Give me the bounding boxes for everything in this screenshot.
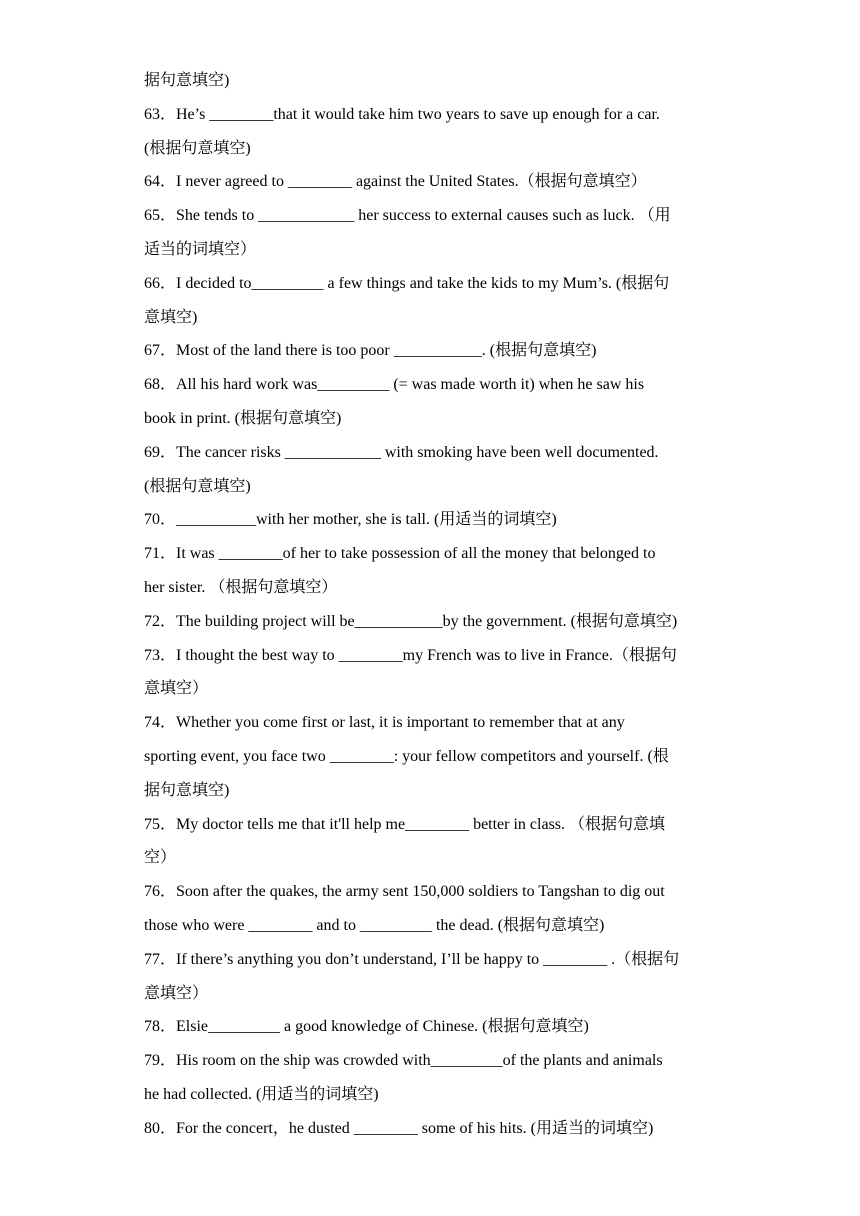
text-line: 76．Soon after the quakes, the army sent 150,000 soldiers to Tangshan to dig out [144, 883, 665, 901]
text-line: 70．__________with her mother, she is tall. (用适当的词填空) [144, 511, 557, 529]
text-line: 据句意填空) [144, 72, 230, 89]
text-line: 79．His room on the ship was crowded with_________of the plants and animals [144, 1052, 663, 1070]
text-line: he had collected. (用适当的词填空) [144, 1085, 379, 1103]
text-line: (根据句意填空) [144, 139, 251, 157]
text-line: those who were ________ and to _________ the dead. (根据句意填空) [144, 916, 605, 934]
text-line: 意填空) [144, 308, 198, 326]
exercise-text [144, 64, 718, 1146]
text-line: 适当的词填空） [144, 240, 257, 258]
text-line: 78．Elsie_________ a good knowledge of Chinese. (根据句意填空) [144, 1018, 589, 1036]
text-line: 77．If there’s anything you don’t understand, I’ll be happy to ________ .（根据句 [144, 950, 680, 968]
text-line: 72．The building project will be___________by the government. (根据句意填空) [144, 612, 678, 630]
text-line: 74．Whether you come first or last, it is important to remember that at any [144, 714, 625, 732]
text-line: book in print. (根据句意填空) [144, 409, 342, 427]
text-line: 65．She tends to ____________ her success to external causes such as luck. （用 [144, 207, 671, 225]
text-line: 意填空） [144, 680, 209, 698]
text-line: 80．For the concert，he dusted ________ some of his hits. (用适当的词填空) [144, 1119, 654, 1137]
text-line: 73．I thought the best way to ________my French was to live in France.（根据句 [144, 646, 677, 664]
text-line: 空） [144, 849, 177, 867]
text-line: sporting event, you face two ________: your fellow competitors and yourself. (根 [144, 747, 669, 765]
text-line: 63．He’s ________that it would take him two years to save up enough for a car. [144, 105, 660, 123]
text-line: 64．I never agreed to ________ against the United States.（根据句意填空） [144, 173, 647, 191]
text-line: 68．All his hard work was_________ (= was made worth it) when he saw his [144, 376, 645, 394]
text-line: (根据句意填空) [144, 477, 251, 495]
text-line: 67．Most of the land there is too poor ___________. (根据句意填空) [144, 342, 597, 360]
text-line: 据句意填空) [144, 781, 230, 799]
text-line: 71．It was ________of her to take possession of all the money that belonged to [144, 545, 656, 563]
text-line: 意填空） [144, 984, 209, 1002]
text-line: 69．The cancer risks ____________ with smoking have been well documented. [144, 443, 659, 461]
text-line: her sister. （根据句意填空） [144, 578, 338, 596]
text-line: 75．My doctor tells me that it'll help me________ better in class. （根据句意填 [144, 815, 666, 833]
text-line: 66．I decided to_________ a few things and take the kids to my Mum’s. (根据句 [144, 274, 670, 292]
